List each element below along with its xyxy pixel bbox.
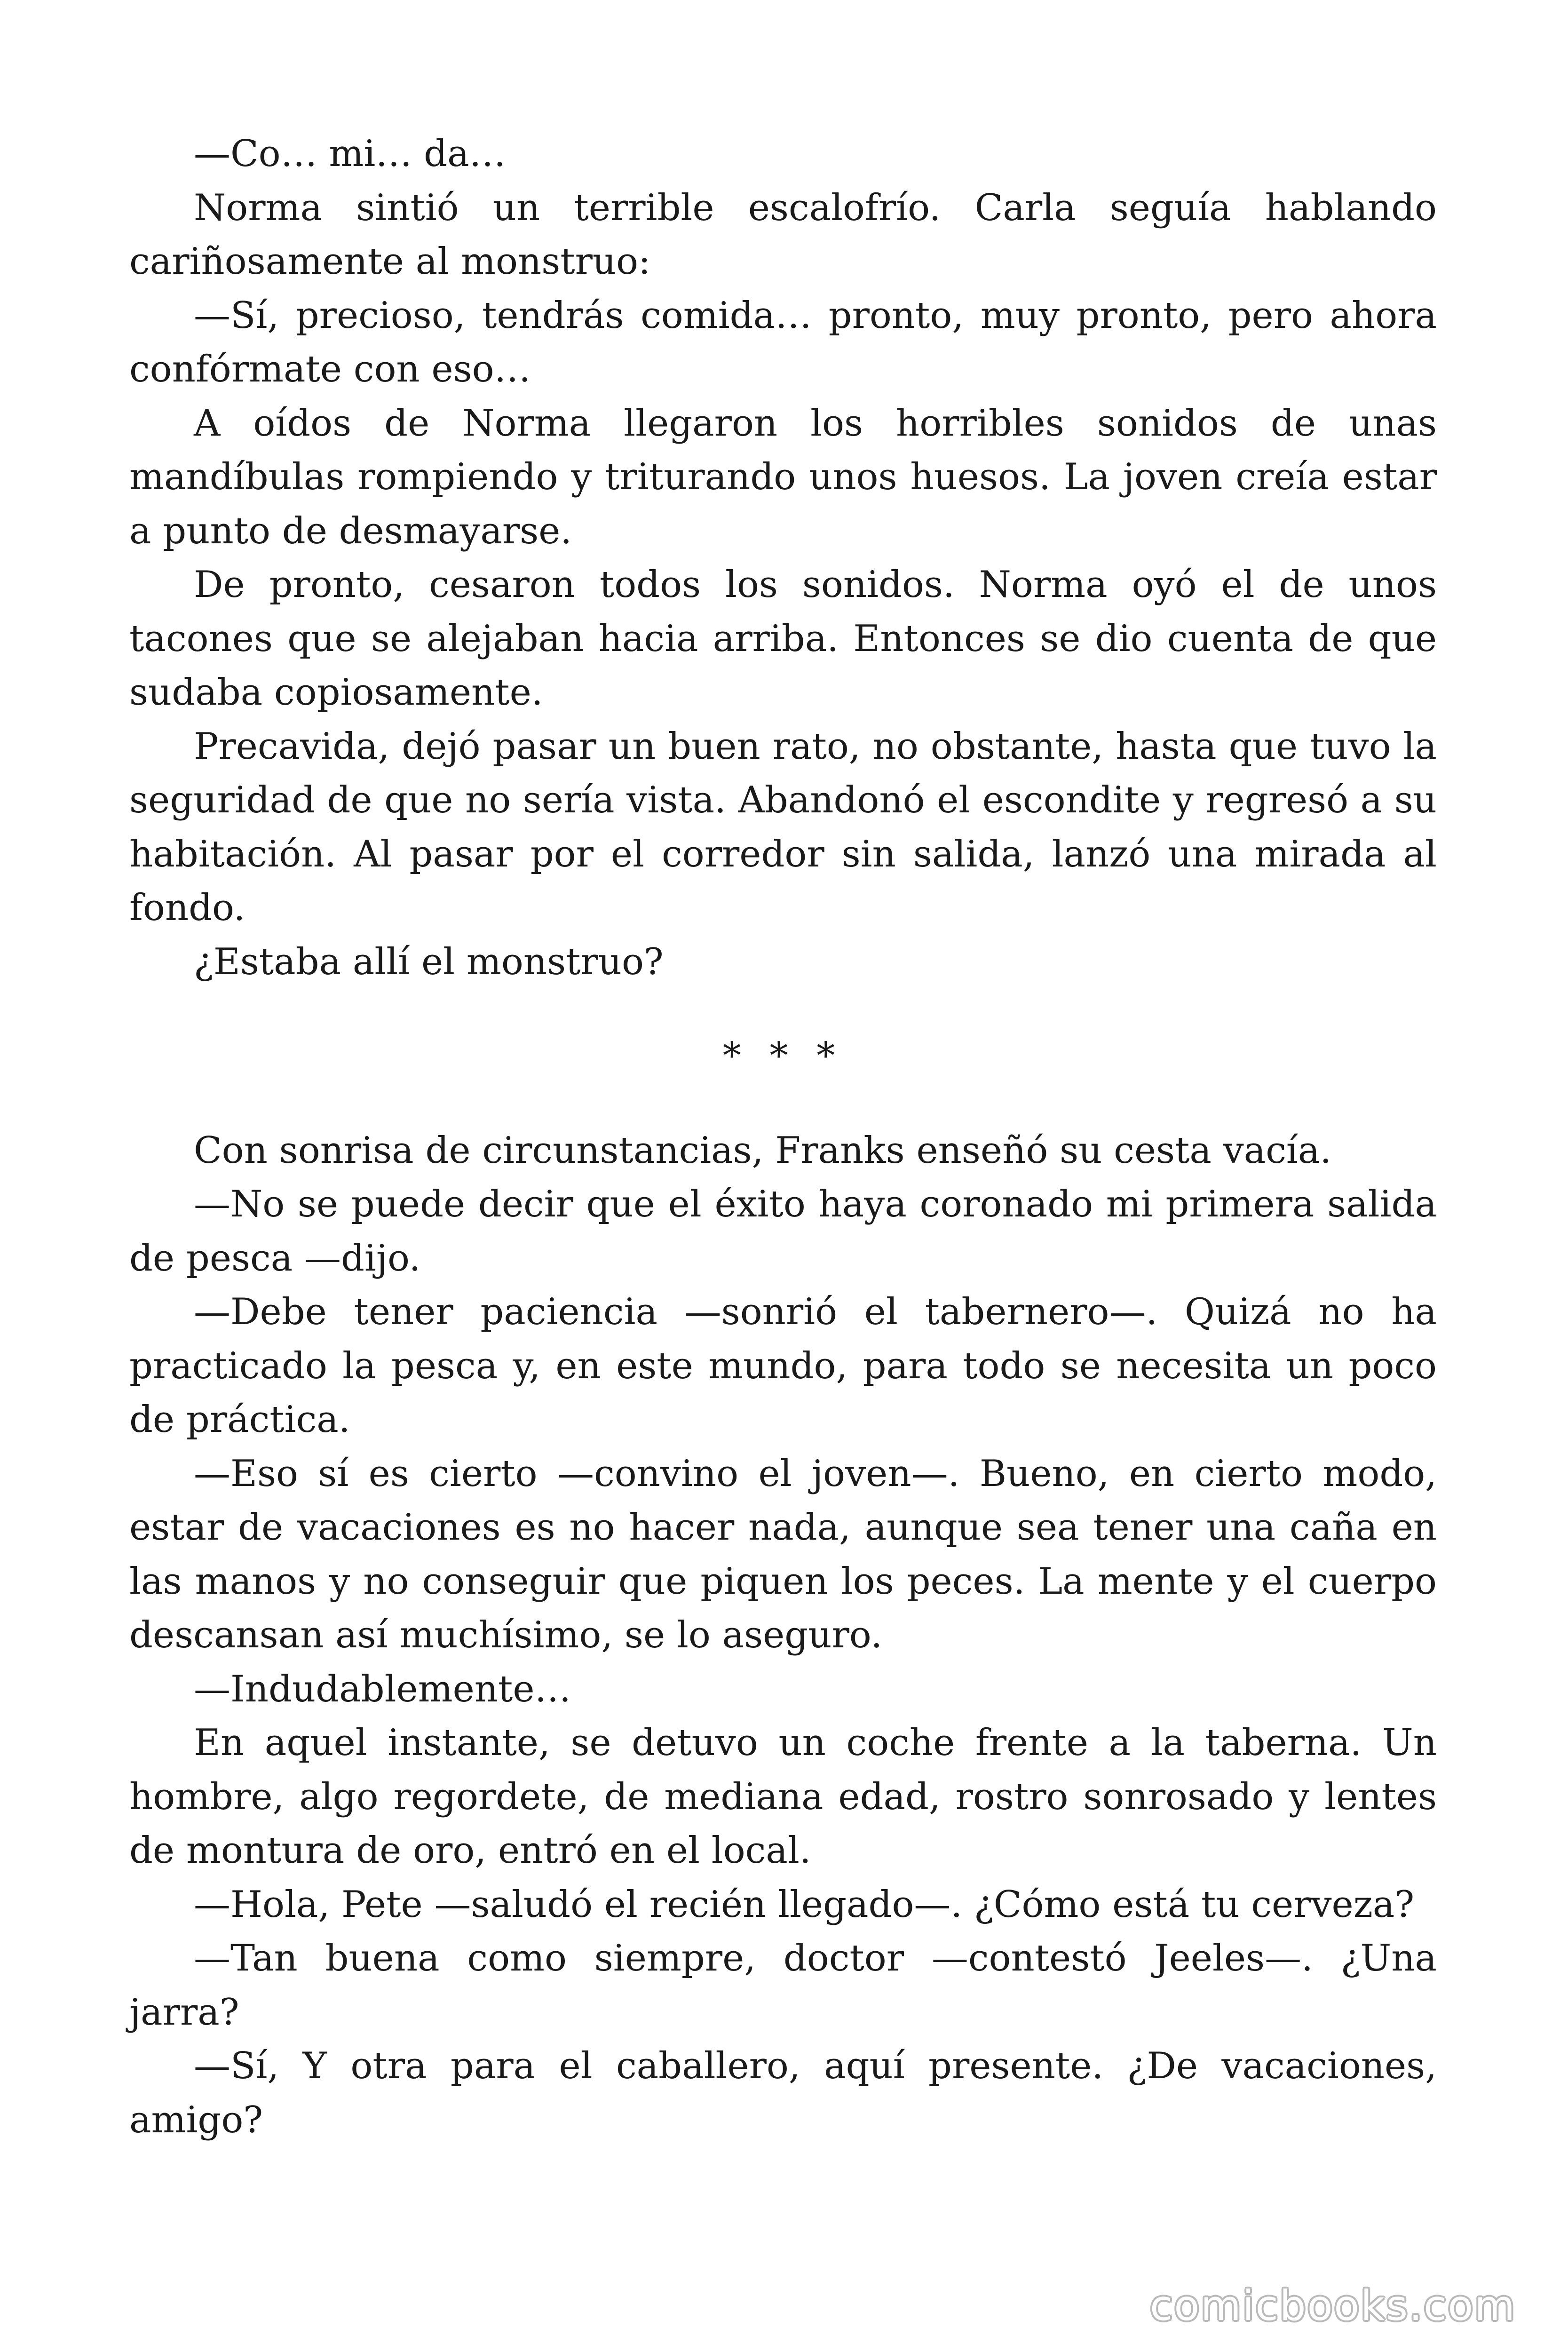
paragraph: —Sí, Y otra para el caballero, aquí presente. ¿De vacaciones, amigo? <box>129 2045 1437 2141</box>
paragraph: —Co… mi… da… <box>194 133 506 175</box>
scene-separator: * * * <box>722 1035 844 1077</box>
book-page <box>129 127 1437 2147</box>
paragraph: —Sí, precioso, tendrás comida… pronto, muy pronto, pero ahora confórmate con eso… <box>129 294 1437 390</box>
paragraph: En aquel instante, se detuvo un coche frente a la taberna. Un hombre, algo regordete, de mediana edad, rostro sonrosado y lentes de montura de oro, entró en el local. <box>129 1722 1437 1872</box>
paragraph: Norma sintió un terrible escalofrío. Carla seguía hablando cariñosamente al monstruo: <box>129 186 1437 283</box>
paragraph: —Hola, Pete —saludó el recién llegado—. ¿Cómo está tu cerveza? <box>194 1883 1415 1926</box>
paragraph: —Tan buena como siempre, doctor —contestó Jeeles—. ¿Una jarra? <box>129 1937 1437 2034</box>
paragraph: ¿Estaba allí el monstruo? <box>194 940 664 983</box>
paragraph: Con sonrisa de circunstancias, Franks enseñó su cesta vacía. <box>194 1129 1332 1172</box>
paragraph: —No se puede decir que el éxito haya coronado mi primera salida de pesca —dijo. <box>129 1183 1437 1279</box>
paragraph: De pronto, cesaron todos los sonidos. Norma oyó el de unos tacones que se alejaban hacia arriba. Entonces se dio cuenta de que sudaba copiosamente. <box>129 564 1437 714</box>
paragraph: —Debe tener paciencia —sonrió el tabernero—. Quizá no ha practicado la pesca y, en este mundo, para todo se necesita un poco de práctica. <box>129 1291 1437 1441</box>
watermark: comicbooks.com <box>1149 2281 1516 2330</box>
paragraph: Precavida, dejó pasar un buen rato, no obstante, hasta que tuvo la seguridad de que no sería vista. Abandonó el escondite y regresó a su habitación. Al pasar por el corredor sin salida, lanzó una mirada al fondo. <box>129 725 1437 929</box>
paragraph: —Eso sí es cierto —convino el joven—. Bueno, en cierto modo, estar de vacaciones es no hacer nada, aunque sea tener una caña en las manos y no conseguir que piquen los peces. La mente y el cuerpo descansan así muchísimo, se lo aseguro. <box>129 1452 1437 1656</box>
paragraph: —Indudablemente… <box>194 1668 571 1710</box>
paragraph: A oídos de Norma llegaron los horribles sonidos de unas mandíbulas rompiendo y triturando unos huesos. La joven creía estar a punto de desmayarse. <box>129 402 1437 552</box>
